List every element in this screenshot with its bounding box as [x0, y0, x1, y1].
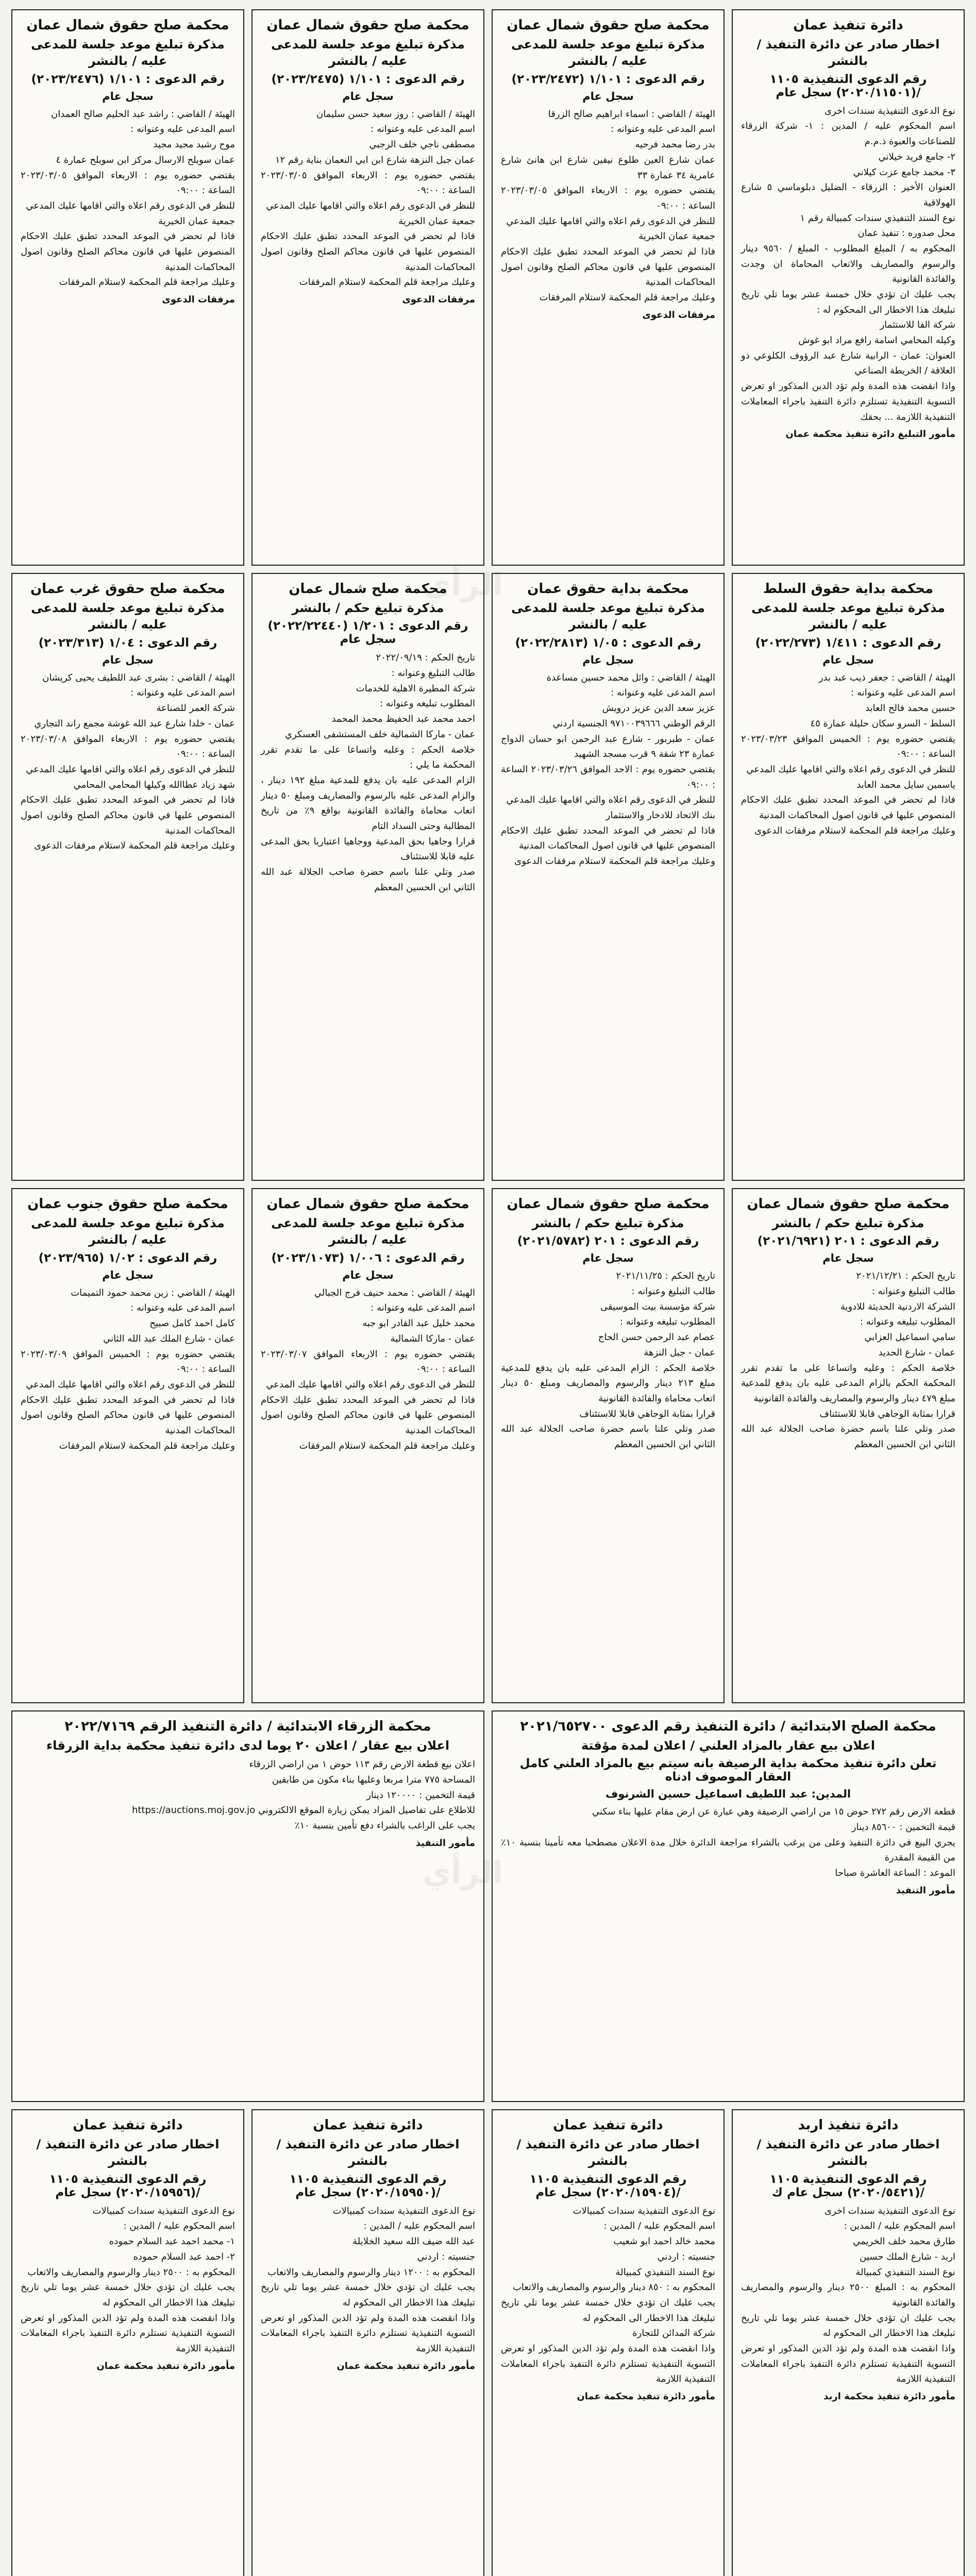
legal-notice — [732, 2109, 965, 2576]
notice-title: مذكرة تبليغ حكم / بالنشر — [292, 601, 444, 615]
court-name: محكمة صلح حقوق جنوب عمان — [27, 1196, 228, 1212]
notice-title: اخطار صادر عن دائرة التنفيذ / بالنشر — [276, 2137, 460, 2168]
notice-body: نوع الدعوى التنفيذية سندات كمبيالات اسم المحكوم عليه / المدين : ١- محمد احمد عبد السلام حموده ٢- احمد عبد السلام حموده المحكوم به : ٢٥٠٠ دينار والرسوم والمصاريف والاتعاب يجب عليك ان تؤدي خلال خمسة عشر يوما تلي تاريخ تبليغك هذا الاخطار الى المحكوم له واذا انقضت هذه المدة ولم تؤد الدين المذكور او تعرض التسوية التنفيذية تستلزم دائرة التنفيذ باجراء المعاملات التنفيذية اللازمة — [21, 2205, 235, 2354]
notice-title: اعلان بيع عقار / اعلان ٢٠ يوما لدى دائرة تنفيذ محكمة بداية الزرقاء — [46, 1738, 450, 1753]
notices-row-1 — [11, 9, 965, 566]
notices-row-3 — [11, 1188, 965, 1703]
case-number: تعلن دائرة تنفيذ محكمة بداية الرصيفة بانه سيتم بيع بالمزاد العلني كامل العقار الموصوف ادناه — [519, 1757, 937, 1784]
notice-body: نوع الدعوى التنفيذية سندات اخرى اسم المحكوم عليه / المدين : طارق محمد خلف الخريمي اربد - شارع الملك حسين نوع السند التنفيذي كمبيالة المحكوم به : المبلغ ٢٥٠٠ دينار والرسوم والمصاريف والفائدة القانونية يجب عليك ان تؤدي خلال خمسة عشر يوما تلي تاريخ تبليغك هذا الاخطار الى المحكوم له واذا انقضت هذه المدة ولم تؤد الدين المذكور او تعرض التسوية التنفيذية تستلزم دائرة التنفيذ باجراء المعاملات التنفيذية اللازمة — [741, 2205, 955, 2385]
case-number: رقم الدعوى التنفيذية ١١٠٥ /(٢٠٢٠/١٥٩٥٠) سجل عام — [289, 2172, 447, 2199]
notice-signature: مأمور التنفيذ — [415, 1837, 475, 1849]
notice-body: نوع الدعوى التنفيذية سندات كمبيالات اسم المحكوم عليه / المدين : عبد الله ضيف الله سعيد الخلايلة جنسيته : اردني المحكوم به : ١٢٠٠ دينار والرسوم والمصاريف والاتعاب يجب عليك ان تؤدي خلال خمسة عشر يوما تلي تاريخ تبليغك هذا الاخطار الى المحكوم له واذا انقضت هذه المدة ولم تؤد الدين المذكور او تعرض التسوية التنفيذية تستلزم دائرة التنفيذ باجراء المعاملات التنفيذية اللازمة — [261, 2205, 475, 2354]
court-name: محكمة صلح حقوق شمال عمان — [507, 1196, 710, 1212]
legal-notice — [251, 9, 484, 566]
notice-title: مذكرة تبليغ حكم / بالنشر — [772, 1216, 924, 1230]
case-number: رقم الدعوى : ١/٠٤ (٢٠٢٣/٣١٣) — [38, 636, 217, 650]
legal-notice — [251, 573, 484, 1181]
case-number: رقم الدعوى التنفيذية ١١٠٥ /(٢٠٢٠/٥٤٢١) سجل عام ك — [769, 2172, 927, 2199]
court-name: محكمة بداية حقوق عمان — [527, 581, 689, 597]
court-name: محكمة بداية حقوق السلط — [763, 581, 934, 597]
legal-notice — [492, 9, 725, 566]
notice-body: تاريخ الحكم : ٢٠٢١/١٢/٢١ طالب التبليغ وعنوانه : الشركة الاردنية الحديثة للادوية المطلوب تبليغه وعنوانه : سامي اسماعيل العزابي عمان - شارع الحديد خلاصة الحكم : وعليه واتساعا على ما تقدم تقرر المحكمة الحكم بالزام المدعى عليه بان يدفع للمدعية مبلغ ٤٧٩ دينار والرسوم والمصاريف والفائدة القانونية قرارا بمثابة الوجاهي قابلا للاستئناف صدر وتلي علنا باسم حضرة صاحب الجلالة عبد الله الثاني ابن الحسين المعظم — [741, 1270, 955, 1450]
register-label: سجل عام — [342, 1268, 394, 1281]
case-number: رقم الدعوى : ١/١٠١ (٢٠٢٣/٢٤٧٦) — [31, 72, 225, 86]
court-name: محكمة الصلح الابتدائية / دائرة التنفيذ رقم الدعوى ٢٠٢١/٦٥٢٧٠٠ — [520, 1719, 936, 1734]
notice-body: الهيئة / القاضي : محمد حنيف فرج الجبالي اسم المدعى عليه وعنوانه : محمد خليل عبد القادر ابو جبه عمان - ماركا الشمالية يقتضي حضوره يوم : الاربعاء الموافق ٢٠٢٣/٠٣/٠٧ الساعة : ٠٩:٠٠ للنظر في الدعوى رقم اعلاه والتي اقامها عليك المدعي فاذا لم تحضر في الموعد المحدد تطبق عليك الاحكام المنصوص عليها في قانون محاكم الصلح وقانون اصول المحاكمات المدنية وعليك مراجعة قلم المحكمة لاستلام المرفقات — [261, 1287, 475, 1451]
case-number: رقم الدعوى : ٢٠١ (٢٠٢١/٦٩٢١) — [757, 1234, 939, 1248]
court-name: دائرة تنفيذ اربد — [798, 2117, 899, 2133]
notice-signature: مأمور دائرة تنفيذ محكمة اربد — [823, 2391, 955, 2402]
case-number: رقم الدعوى : ١/٢٠١ (٢٠٢٢/٢٢٤٤٠) سجل عام — [267, 619, 468, 647]
notice-title: اعلان بيع عقار بالمزاد العلني / اعلان لمدة مؤقتة — [581, 1738, 876, 1753]
notice-title: مذكرة تبليغ موعد جلسة للمدعى عليه / بالنشر — [31, 1216, 225, 1247]
register-label: سجل عام — [582, 90, 634, 103]
notice-body: اعلان بيع قطعة الارض رقم ١١٣ حوض ١ من اراضي الزرقاء المساحة ٧٧٥ مترا مربعا وعليها بناء مكون من طابقين قيمة التخمين : ١٢٠٠٠٠ دينار للاطلاع على تفاصيل المزاد يمكن زيارة الموقع الالكتروني https://auctions.moj.gov.jo يجب على الراغب بالشراء دفع تأمين بنسبة ١٠٪ — [132, 1759, 475, 1832]
notice-title: مذكرة تبليغ موعد جلسة للمدعى عليه / بالنشر — [31, 601, 225, 632]
notice-title: مذكرة تبليغ موعد جلسة للمدعى عليه / بالنشر — [31, 37, 225, 69]
notice-signature: مأمور التنفيذ — [896, 1885, 955, 1896]
notice-signature: مرفقات الدعوى — [642, 309, 715, 320]
case-number: رقم الدعوى : ١/١٠١ (٢٠٢٣/٢٤٧٥) — [271, 72, 465, 86]
court-name: محكمة صلح حقوق غرب عمان — [30, 581, 226, 597]
register-label: سجل عام — [582, 1252, 634, 1265]
court-name: دائرة تنفيذ عمان — [553, 2117, 663, 2133]
court-name: محكمة صلح حقوق شمال عمان — [747, 1196, 950, 1212]
notice-body: الهيئة / القاضي : وائل محمد حسين مساعدة اسم المدعى عليه وعنوانه : عزيز سعد الدين عزيز درويش الرقم الوطني ٩٧١٠٠٣٩٦٦٦ الجنسية اردني عمان - طبربور - شارع عبد الرحمن ابو حسان الدواج عمارة ٢٣ شقة ٩ قرب مسجد الشهيد يقتضي حضوره يوم : الاحد الموافق ٢٠٢٣/٠٣/٢٦ الساعة : ٠٩:٠٠ للنظر في الدعوى رقم اعلاه والتي اقامها عليك المدعي بنك الاتحاد للادخار والاستثمار فاذا لم تحضر في الموعد المحدد تطبق عليك الاحكام المنصوص عليها في قانون اصول المحاكمات المدنية وعليك مراجعة قلم المحكمة لاستلام مرفقات الدعوى — [501, 672, 715, 867]
legal-notice — [11, 1188, 244, 1703]
register-label: سجل عام — [102, 1268, 154, 1281]
legal-notice — [492, 2109, 725, 2576]
legal-notice — [492, 1710, 965, 2102]
notice-signature: مأمور دائرة تنفيذ محكمة عمان — [336, 2360, 475, 2371]
notice-title: اخطار صادر عن دائرة التنفيذ / بالنشر — [36, 2137, 220, 2168]
legal-notice — [492, 1188, 725, 1703]
notices-row-wide — [11, 1710, 965, 2102]
court-name: محكمة صلح شمال عمان — [289, 581, 447, 597]
legal-notice — [732, 1188, 965, 1703]
notice-body: الهيئة / القاضي : راشد عبد الحليم صالح العمدان اسم المدعى عليه وعنوانه : موح رشيد مجيد مجيد عمان سويلح الارسال مركز ابن سويلح عمارة ٤ يقتضي حضوره يوم : الاربعاء الموافق ٢٠٢٣/٠٣/٠٥ الساعة : ٠٩:٠٠ للنظر في الدعوى رقم اعلاه والتي اقامها عليك المدعي جمعية عمان الخيرية فاذا لم تحضر في الموعد المحدد تطبق عليك الاحكام المنصوص عليها في قانون محاكم الصلح وقانون اصول المحاكمات المدنية وعليك مراجعة قلم المحكمة لاستلام المرفقات — [21, 108, 235, 288]
case-number: رقم الدعوى التنفيذية ١١٠٥ /(٢٠٢٠/١١٥٠١) سجل عام — [769, 72, 927, 99]
notice-signature: مأمور دائرة تنفيذ محكمة عمان — [577, 2391, 715, 2402]
legal-notice — [732, 573, 965, 1181]
notice-body: قطعة الارض رقم ٢٧٢ حوض ١٥ من اراضي الرصيفة وهي عبارة عن ارض مقام عليها بناء سكني قيمة التخمين : ٨٥٦٠٠ دينار يجري البيع في دائرة التنفيذ وعلى من يرغب بالشراء مراجعة الدائرة خلال مدة الاعلان مصطحبا معه تأمينا بنسبة ١٠٪ من القيمة المقدرة الموعد : الساعة العاشرة صباحا — [501, 1806, 955, 1879]
notice-signature: مأمور دائرة تنفيذ محكمة عمان — [96, 2360, 235, 2371]
notice-body: الهيئة / القاضي : جعفر ذيب عبد بدر اسم المدعى عليه وعنوانه : حسين محمد فالح العابد السلط - السرو سكان حليلة عمارة ٤٥ يقتضي حضوره يوم : الخميس الموافق ٢٠٢٣/٠٣/٢٣ الساعة : ٠٩:٠٠ للنظر في الدعوى رقم اعلاه والتي اقامها عليك المدعي ياسمين سايل محمد العابد فاذا لم تحضر في الموعد المحدد تطبق عليك الاحكام المنصوص عليها في قانون اصول المحاكمات المدنية وعليك مراجعة قلم المحكمة لاستلام مرفقات الدعوى — [741, 672, 955, 836]
notice-title: اخطار صادر عن دائرة التنفيذ / بالنشر — [516, 2137, 700, 2168]
register-label: سجل عام — [822, 653, 874, 666]
notice-title: مذكرة تبليغ موعد جلسة للمدعى عليه / بالنشر — [271, 37, 465, 69]
register-label: المدين: عبد اللطيف اسماعيل حسين الشرنوف — [605, 1788, 851, 1801]
legal-notice — [11, 9, 244, 566]
court-name: محكمة صلح حقوق شمال عمان — [266, 1196, 469, 1212]
register-label: سجل عام — [342, 90, 394, 103]
notice-body: الهيئة / القاضي : اسماء ابراهيم صالح الزرقا اسم المدعى عليه وعنوانه : بدر رضا محمد فرحيه عمان شارع العين طلوع نيفين شارع ابن هانئ شارع عامرية ٣٤ عمارة ٣٣ يقتضي حضوره يوم : الاربعاء الموافق ٢٠٢٣/٠٣/٠٥ الساعة : ٠٩:٠٠ للنظر في الدعوى رقم اعلاه والتي اقامها عليك المدعي جمعية عمان الخيرية فاذا لم تحضر في الموعد المحدد تطبق عليك الاحكام المنصوص عليها في قانون محاكم الصلح وقانون اصول المحاكمات المدنية وعليك مراجعة قلم المحكمة لاستلام المرفقات — [501, 108, 715, 303]
legal-notice — [251, 1188, 484, 1703]
legal-notice — [11, 573, 244, 1181]
notice-title: مذكرة تبليغ موعد جلسة للمدعى عليه / بالنشر — [511, 37, 705, 69]
notice-signature: مرفقات الدعوى — [402, 294, 475, 306]
case-number: رقم الدعوى التنفيذية ١١٠٥ /(٢٠٢٠/١٥٩٥٦) سجل عام — [49, 2172, 207, 2199]
court-name: محكمة الزرقاء الابتدائية / دائرة التنفيذ الرقم ٢٠٢٢/٧١٦٩ — [64, 1719, 431, 1734]
notice-title: مذكرة تبليغ موعد جلسة للمدعى عليه / بالنشر — [511, 601, 705, 632]
notice-body: الهيئة / القاضي : روز سعيد حسن سليمان اسم المدعى عليه وعنوانه : مصطفى ناجي خلف الرجبي عمان جبل النزهة شارع ابن ابي النعمان بناية رقم ١٢ يقتضي حضوره يوم : الاربعاء الموافق ٢٠٢٣/٠٣/٠٥ الساعة : ٠٩:٠٠ للنظر في الدعوى رقم اعلاه والتي اقامها عليك المدعي جمعية عمان الخيرية فاذا لم تحضر في الموعد المحدد تطبق عليك الاحكام المنصوص عليها في قانون محاكم الصلح وقانون اصول المحاكمات المدنية وعليك مراجعة قلم المحكمة لاستلام المرفقات — [261, 108, 475, 288]
court-name: دائرة تنفيذ عمان — [793, 18, 903, 33]
case-number: رقم الدعوى : ١/٠٥ (٢٠٢٢/٢٨١٣) — [515, 636, 701, 650]
notice-body: تاريخ الحكم : ٢٠٢٢/٠٩/١٩ طالب التبليغ وعنوانه : شركة المطيرة الاهلية للخدمات المطلوب تبليغه وعنوانه : احمد محمد عبد الحفيظ محمد المحمد عمان - ماركا الشمالية خلف المستشفى العسكري خلاصة الحكم : وعليه واتساعا على ما تقدم تقرر المحكمة ما يلي : الزام المدعى عليه بان يدفع للمدعية مبلغ ١٩٢ دينار ، والزام المدعى عليه بالرسوم والمصاريف ومبلغ ٥٠ دينار اتعاب محاماة والفائدة القانونية بواقع ٩٪ من تاريخ المطالبة وحتى السداد التام قرارا وجاهيا بحق المدعية ووجاهيا اعتباريا بحق المدعى عليه قابلا للاستئناف صدر وتلي علنا باسم حضرة صاحب الجلالة عبد الله الثاني ابن الحسين المعظم — [261, 652, 476, 893]
register-label: سجل عام — [102, 653, 154, 666]
legal-notice — [11, 1710, 484, 2102]
legal-notice — [251, 2109, 484, 2576]
court-name: محكمة صلح حقوق شمال عمان — [26, 18, 229, 33]
case-number: رقم الدعوى : ١/١٠١ (٢٠٢٣/٢٤٧٢) — [511, 72, 705, 86]
notice-title: مذكرة تبليغ موعد جلسة للمدعى عليه / بالنشر — [751, 601, 945, 632]
case-number: رقم الدعوى : ١/٤١١ (٢٠٢٢/٢٧٣) — [755, 636, 941, 650]
notice-title: اخطار صادر عن دائرة التنفيذ / بالنشر — [756, 37, 940, 69]
case-number: رقم الدعوى : ١/٠٠٦ (٢٠٢٣/١٠٧٣) — [271, 1251, 465, 1265]
notice-body: الهيئة / القاضي : بشرى عبد اللطيف يحيى كريشان اسم المدعى عليه وعنوانه : شركة العمر للصناعة عمان - خلدا شارع عبد الله غوشة مجمع راند التجاري يقتضي حضوره يوم : الاربعاء الموافق ٢٠٢٣/٠٣/٠٨ الساعة : ٠٩:٠٠ للنظر في الدعوى رقم اعلاه والتي اقامها عليك المدعي شهد زياد عطاالله وكيلها المحامي المحامي فاذا لم تحضر في الموعد المحدد تطبق عليك الاحكام المنصوص عليها في قانون محاكم الصلح وقانون اصول المحاكمات المدنية وعليك مراجعة قلم المحكمة لاستلام مرفقات الدعوى — [21, 672, 235, 852]
notice-body: تاريخ الحكم : ٢٠٢١/١١/٢٥ طالب التبليغ وعنوانه : شركة مؤسسة بيت الموسيقى المطلوب تبليغه وعنوانه : عصام عبد الرحمن حسن الحاج عمان - جبل النزهة خلاصة الحكم : الزام المدعى عليه بان يدفع للمدعية مبلغ ٢١٣ دينار والرسوم والمصاريف ومبلغ ٥٠ دينار اتعاب محاماة والفائدة القانونية قرارا بمثابة الوجاهي قابلا للاستئناف صدر وتلي علنا باسم حضرة صاحب الجلالة عبد الله الثاني ابن الحسين المعظم — [501, 1270, 715, 1450]
notice-title: اخطار صادر عن دائرة التنفيذ / بالنشر — [756, 2137, 940, 2168]
notice-title: مذكرة تبليغ موعد جلسة للمدعى عليه / بالنشر — [271, 1216, 465, 1247]
register-label: سجل عام — [582, 653, 634, 666]
notices-row-5 — [11, 2109, 965, 2576]
register-label: سجل عام — [102, 90, 154, 103]
court-name: محكمة صلح حقوق شمال عمان — [507, 18, 710, 33]
legal-notice — [11, 2109, 244, 2576]
notice-signature: مرفقات الدعوى — [162, 294, 235, 306]
case-number: رقم الدعوى التنفيذية ١١٠٥ /(٢٠٢٠/١٥٩٠٤) سجل عام — [529, 2172, 687, 2199]
notice-body: الهيئة / القاضي : زين محمد حمود التميمات اسم المدعى عليه وعنوانه : كامل احمد كامل صبيح عمان - شارع الملك عبد الله الثاني يقتضي حضوره يوم : الخميس الموافق ٢٠٢٣/٠٣/٠٩ الساعة : ٠٩:٠٠ للنظر في الدعوى رقم اعلاه والتي اقامها عليك المدعي فاذا لم تحضر في الموعد المحدد تطبق عليك الاحكام المنصوص عليها في قانون محاكم الصلح وقانون اصول المحاكمات المدنية وعليك مراجعة قلم المحكمة لاستلام المرفقات — [21, 1287, 235, 1451]
notice-signature: مأمور التبليغ دائرة تنفيذ محكمة عمان — [785, 429, 955, 440]
legal-notice — [492, 573, 725, 1181]
court-name: دائرة تنفيذ عمان — [313, 2117, 423, 2133]
case-number: رقم الدعوى : ١/٠٢ (٢٠٢٣/٩٦٥) — [38, 1251, 217, 1265]
notice-body: نوع الدعوى التنفيذية سندات اخرى اسم المحكوم عليه / المدين : ١- شركة الزرقاء للصناعات والعبوة ذ.م.م ٢- جامع فريد خيلاني ٣- محمد جامع عزت كيلاني العنوان الأخير : الزرقاء - الضليل دبلوماسي ٥ شارع الهولاقية نوع السند التنفيذي سندات كمبيالة رقم ١ محل صدوره : تنفيذ عمان المحكوم به / المبلغ المطلوب - المبلغ / ٩٥٦٠ دينار والرسوم والمصاريف والاتعاب المحاماة ان وجدت والفائدة القانونية يجب عليك ان تؤدي خلال خمسة عشر يوما تلي تاريخ تبليغك هذا الاخطار الى المحكوم له : شركة الفا للاستثمار وكيله المحامي اسامة رافع مراد ابو غوش العنوان: عمان - الرابية شارع عبد الرؤوف الكلوعي ذو العلاقة / الخريطة الصناعي واذا انقضت هذه المدة ولم تؤد الدين المذكور او تعرض التسوية التنفيذية تستلزم دائرة التنفيذ باجراء المعاملات التنفيذية اللازمة ... بحقك — [741, 105, 956, 422]
court-name: محكمة صلح حقوق شمال عمان — [266, 18, 469, 33]
legal-notice — [732, 9, 965, 566]
notice-body: نوع الدعوى التنفيذية سندات كمبيالات اسم المحكوم عليه / المدين : محمد خالد احمد ابو شعيب جنسيته : اردني نوع السند التنفيذي كمبيالة المحكوم به : ٨٥٠ دينار والرسوم والمصاريف والاتعاب يجب عليك ان تؤدي خلال خمسة عشر يوما تلي تاريخ تبليغك هذا الاخطار الى المحكوم له شركة المدائن للتجارة واذا انقضت هذه المدة ولم تؤد الدين المذكور او تعرض التسوية التنفيذية تستلزم دائرة التنفيذ باجراء المعاملات التنفيذية اللازمة — [501, 2205, 715, 2385]
notices-row-2 — [11, 573, 965, 1181]
court-name: دائرة تنفيذ عمان — [73, 2117, 183, 2133]
notice-title: مذكرة تبليغ حكم / بالنشر — [532, 1216, 684, 1230]
register-label: سجل عام — [822, 1252, 874, 1265]
case-number: رقم الدعوى : ٢٠١ (٢٠٢١/٥٧٨٢) — [517, 1234, 699, 1248]
